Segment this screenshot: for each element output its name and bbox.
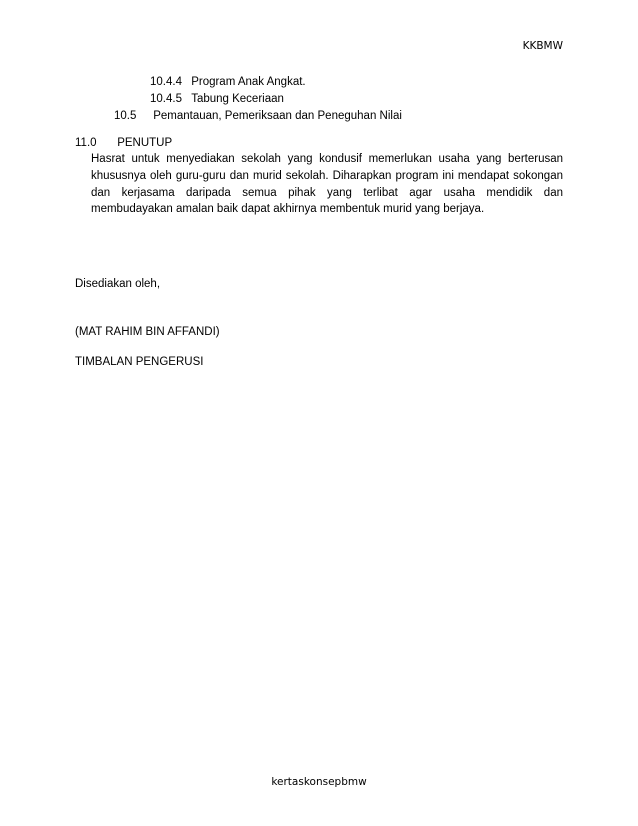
section-title: PENUTUP <box>117 137 173 149</box>
section-body: Hasrat untuk menyediakan sekolah yang kondusif memerlukan usaha yang berterusan khususnya oleh guru-guru dan murid sekolah. Diharapkan program ini mendapat sokongan dan kerjasama daripada semua pihak yang terlibat agar usaha mendidik dan membudayakan amalan baik dapat akhirnya membentuk murid yang berjaya. <box>91 153 563 216</box>
signatory-position: TIMBALAN PENGERUSI <box>75 356 204 368</box>
list-item-10-5 <box>114 109 402 123</box>
list-item-10-4-5 <box>150 92 284 106</box>
list-item-text: Program Anak Angkat. <box>191 76 306 88</box>
page-header: KKBMW <box>522 40 563 52</box>
prepared-by-label: Disediakan oleh, <box>75 278 161 290</box>
list-item-number: 10.4.4 <box>150 76 182 88</box>
section-heading <box>75 136 172 150</box>
page-footer: kertaskonsepbmw <box>271 776 367 788</box>
list-item-number: 10.4.5 <box>150 93 182 105</box>
list-item-text: Pemantauan, Pemeriksaan dan Peneguhan Nilai <box>153 110 402 122</box>
signatory-name: (MAT RAHIM BIN AFFANDI) <box>75 326 220 338</box>
list-item-number: 10.5 <box>114 110 137 122</box>
list-item-text: Tabung Keceriaan <box>191 93 284 105</box>
section-number: 11.0 <box>75 137 97 149</box>
list-item-10-4-4 <box>150 75 306 89</box>
